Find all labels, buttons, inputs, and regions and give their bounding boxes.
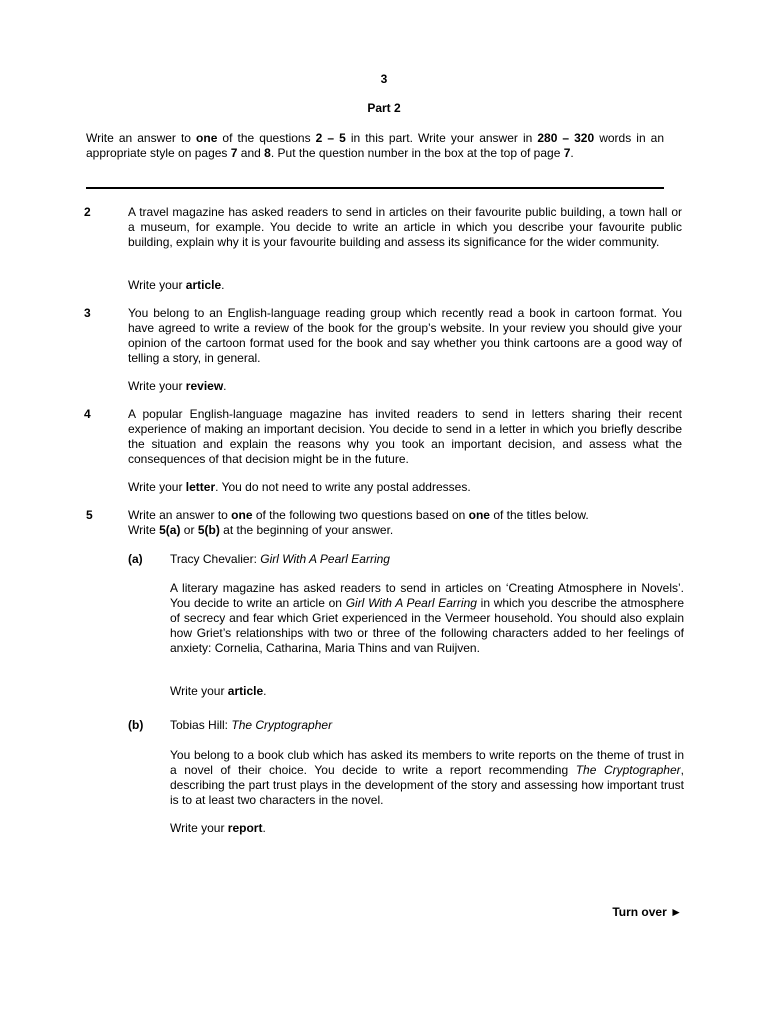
question-instruction: Write your article.	[170, 684, 267, 698]
question-text: A travel magazine has asked readers to send in articles on their favourite public building, a town hall or a museum, for example. You decide to write an article in which you describe your favourite public building, explain why it is your favourite building and assess its significance for the wider community.	[128, 205, 682, 249]
sub-question-text: A literary magazine has asked readers to send in articles on ‘Creating Atmosphere in Novels’. You decide to write an article on Girl With A Pearl Earring in which you describe the atmosphere of secrecy and fear which Griet experienced in the Vermeer household. You should also explain how Griet’s relationships with two or three of the following characters added to her feelings of anxiety: Cornelia, Catharina, Maria Thins and van Ruijven.	[170, 581, 685, 655]
question-text: Write an answer to one of the following two questions based on one of the titles below. Write 5(a) or 5(b) at the beginning of your answer.	[128, 508, 589, 537]
sub-question-label: (a)	[128, 552, 143, 566]
question-number: 5	[86, 508, 93, 522]
part-instructions: Write an answer to one of the questions 2 – 5 in this part. Write your answer in 280 – 320 words in an appropriate style on pages 7 and 8. Put the question number in the box at the top of page 7.	[86, 131, 665, 160]
part-title: Part 2	[367, 101, 401, 115]
question-text: A popular English-language magazine has invited readers to send in letters sharing their recent experience of making an important decision. You decide to send in a letter in which you briefly describe the situation and explain the reasons why you took an important decision, and assess what the consequences of that decision might be in the future.	[128, 407, 682, 466]
turn-over-label: Turn over ►	[612, 905, 682, 919]
page-number: 3	[380, 72, 388, 86]
question-number: 2	[84, 205, 91, 219]
arrow-right-icon: ►	[670, 905, 682, 919]
question-number: 3	[84, 306, 91, 320]
question-text: You belong to an English-language reading group which recently read a book in cartoon format. You have agreed to write a review of the book for the group’s website. In your review you should give your opinion of the cartoon format used for the book and say whether you think cartoons are a good way of telling a story, in general.	[128, 306, 682, 365]
question-instruction: Write your article.	[128, 278, 225, 292]
question-instruction: Write your letter. You do not need to write any postal addresses.	[128, 480, 471, 494]
question-instruction: Write your review.	[128, 379, 227, 393]
question-instruction: Write your report.	[170, 821, 266, 835]
divider-rule	[86, 187, 664, 189]
set-text-title: Tracy Chevalier: Girl With A Pearl Earring	[170, 552, 390, 566]
sub-question-label: (b)	[128, 718, 144, 732]
sub-question-text: You belong to a book club which has asked its members to write reports on the theme of trust in a novel of their choice. You decide to write a report recommending The Cryptographer, describing the part trust plays in the development of the story and assessing how important trust is to at least two characters in the novel.	[170, 748, 684, 807]
question-number: 4	[84, 407, 91, 421]
set-text-title: Tobias Hill: The Cryptographer	[170, 718, 333, 732]
